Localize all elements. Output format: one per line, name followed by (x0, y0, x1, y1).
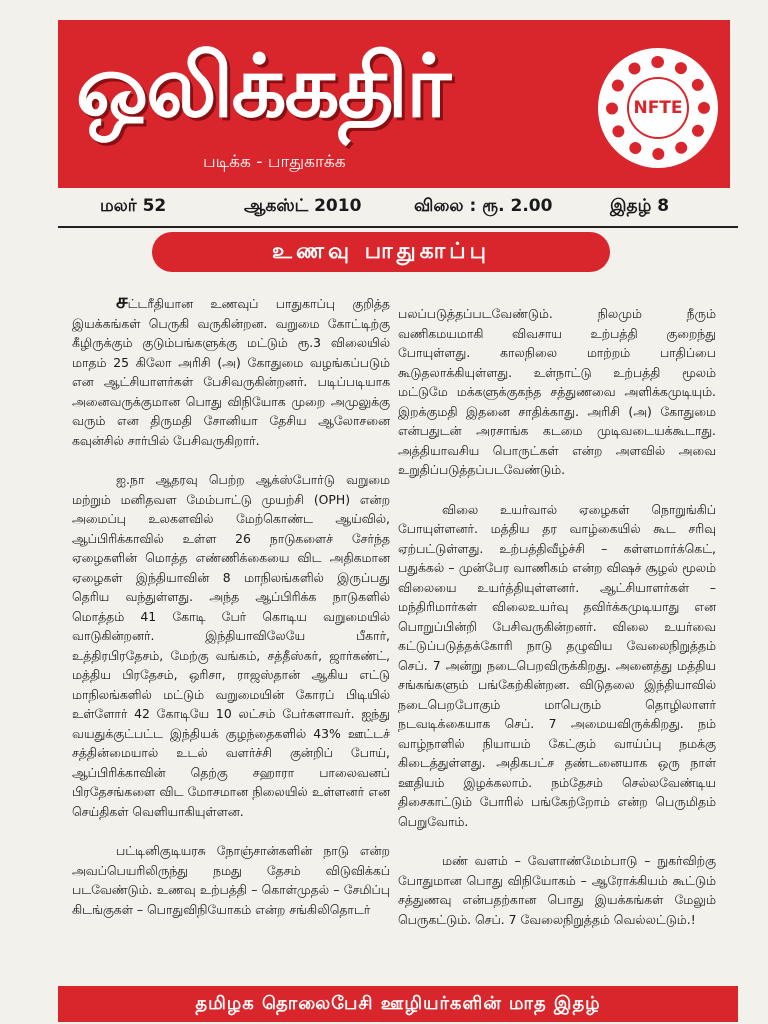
logo-ring-icon (606, 56, 710, 160)
newspaper-title: ஒலிக்கதிர் (76, 37, 450, 137)
logo-text: NFTE (627, 77, 689, 139)
masthead (58, 20, 730, 188)
paragraph: பலப்படுத்தப்படவேண்டும். நிலமும் நீரும் வணிகமயமாகி விவசாய உற்பத்தி குறைந்து போயுள்ளது. காலநிலை மாற்றம் பாதிப்பை கூடுதலாக்கியுள்ளது. உள்நாட்டு உற்பத்தி மூலம் மட்டுமே மக்களுக்குகந்த சத்துணவை அளிக்கமுடியும். இறக்குமதி இதனை சாதிக்காது. அரிசி (அ) கோதுமை என்பதுடன் அரசாங்க கடமை முடிவடையக்கூடாது. அத்தியாவசிய பொருட்கள் என்ற அளவில் அவை உறுதிப்படுத்தப்படவேண்டும். (398, 306, 716, 477)
divider (58, 226, 738, 228)
issue-price: விலை : ரூ. 2.00 (414, 196, 553, 216)
nfte-logo (598, 48, 718, 168)
paragraph: மண் வளம் – வேளாண்மேம்பாடு – நுகர்விற்கு போதுமான பொது விநியோகம் – ஆரோக்கியம் கூட்டும் சத்துணவு என்பதற்கான பொது இயக்கங்கள் மேலும் பெருகட்டும். செப். 7 வேலைநிறுத்தம் வெல்லட்டும்.! (398, 853, 716, 927)
right-column (398, 304, 716, 949)
paragraph (72, 289, 390, 450)
issue-date: ஆகஸ்ட் 2010 (244, 196, 362, 216)
issue-series: மலர் 52 (100, 196, 167, 216)
paragraph: ஐ.நா ஆதரவு பெற்ற ஆக்ஸ்போர்டு வறுமை மற்றும் மனிதவள மேம்பாட்டு முயற்சி (OPH) என்ற அமைப்பு உலகளவில் மேற்கொண்ட ஆய்வில், ஆப்பிரிக்காவில் உள்ள 26 நாடுகளைச் சேர்ந்த ஏழைகளின் மொத்த எண்ணிக்கையை விட அதிகமான ஏழைகள் இந்தியாவின் 8 மாநிலங்களில் இருப்பது தெரிய வந்துள்ளது. அந்த ஆப்பிரிக்க நாடுகளில் மொத்தம் 41 கோடி பேர் கொடிய வறுமையில் வாடுகின்றனர். இந்தியாவிலேயே பீகார், உத்திரபிரதேசம், மேற்கு வங்கம், சத்தீஸ்கர், ஜார்கண்ட், மத்திய பிரதேசம், ஒரிசா, ராஜஸ்தான் ஆகிய எட்டு மாநிலங்களில் மட்டும் வறுமையின் கோரப் பிடியில் உள்ளோர் 42 கோடியே 10 லட்சம் பேர்களாவர். ஐந்து வயதுக்குட்பட்ட இந்தியக் குழந்தைகளில் 43% ஊட்டச் சத்தின்மையால் உடல் வளர்ச்சி குன்றிப் போய், ஆப்பிரிக்காவின் தெற்கு சஹாரா பாலைவனப் பிரதேசங்களை விட மோசமான நிலையில் உள்ளனர் என செய்திகள் வெளியாகியுள்ளன. (72, 472, 390, 819)
left-column (72, 289, 390, 939)
paragraph: விலை உயர்வால் ஏழைகள் நொறுங்கிப் போயுள்ளனர். மத்திய தர வாழ்கையில் கூட சரிவு ஏற்பட்டுள்ளது. உற்பத்திவீழ்ச்சி – கள்ளமார்க்கெட், பதுக்கல் – முன்பேர வாணிகம் என்ற விஷச் சூழல் மூலம் விலையை உயர்த்தியுள்ளனர். ஆட்சியாளர்கள் – மந்திரிமார்கள் விலைஉயர்வு தவிர்க்கமுடியாது என பொறுப்பின்றி பேசிவருகின்றனர். விலை உயர்வை கட்டுப்படுத்தக்கோரி நாடு தழுவிய வேலைநிறுத்தம் செப். 7 அன்று நடைபெறவிருக்கிறது. அனைத்து மத்திய சங்கங்களும் பங்கேற்கின்றன. விடுதலை இந்தியாவில் நடைபெறபோகும் மாபெரும் தொழிலாளர் நடவடிக்கையாக செப். 7 அமையவிருக்கிறது. நம் வாழ்நாளில் நியாயம் கேட்கும் வாய்ப்பு நமக்கு கிடைத்துள்ளது. அதிகபட்ச தண்டனையாக ஒரு நாள் ஊதியம் இழக்கலாம். நம்தேசம் செல்லவேண்டிய திசைகாட்டும் போரில் பங்கேற்றோம் என்ற பெருமிதம் பெறுவோம். (398, 501, 716, 829)
issue-info-bar (58, 190, 730, 226)
dropcap: ச (116, 289, 128, 313)
paragraph-text: ட்டரீதியான உணவுப் பாதுகாப்பு குறித்த இயக்கங்கள் பெருகி வருகின்றன. வறுமை கோட்டிற்கு கீழிருக்கும் குடும்பங்களுக்கு மட்டும் ரூ.3 விலையில் மாதம் 25 கிலோ அரிசி (அ) கோதுமை வழங்கப்படும் என ஆட்சியாளர்கள் பேசிவருகின்றனர். படிப்படியாக அனைவருக்குமான பொது விநியோக முறை அமுலுக்கு வரும் என திருமதி சோனியா தேசிய ஆலோசனை கவுன்சில் சார்பில் பேசிவருகிறார். (72, 296, 390, 448)
paragraph: பட்டினிகுடியரசு நோஞ்சான்களின் நாடு என்ற அவப்பெயரிலிருந்து நமது தேசம் விடுவிக்கப் படவேண்டும். உணவு உற்பத்தி – கொள்முதல் – சேமிப்பு கிடங்குகள் – பொதுவிநியோகம் என்ற சங்கிலிதொடர் (72, 843, 390, 917)
issue-number: இதழ் 8 (610, 196, 670, 216)
footer-banner: தமிழக தொலைபேசி ஊழியர்களின் மாத இதழ் (58, 986, 738, 1022)
tagline: படிக்க - பாதுகாக்க (203, 152, 346, 172)
article-headline: உணவு பாதுகாப்பு (152, 232, 610, 272)
